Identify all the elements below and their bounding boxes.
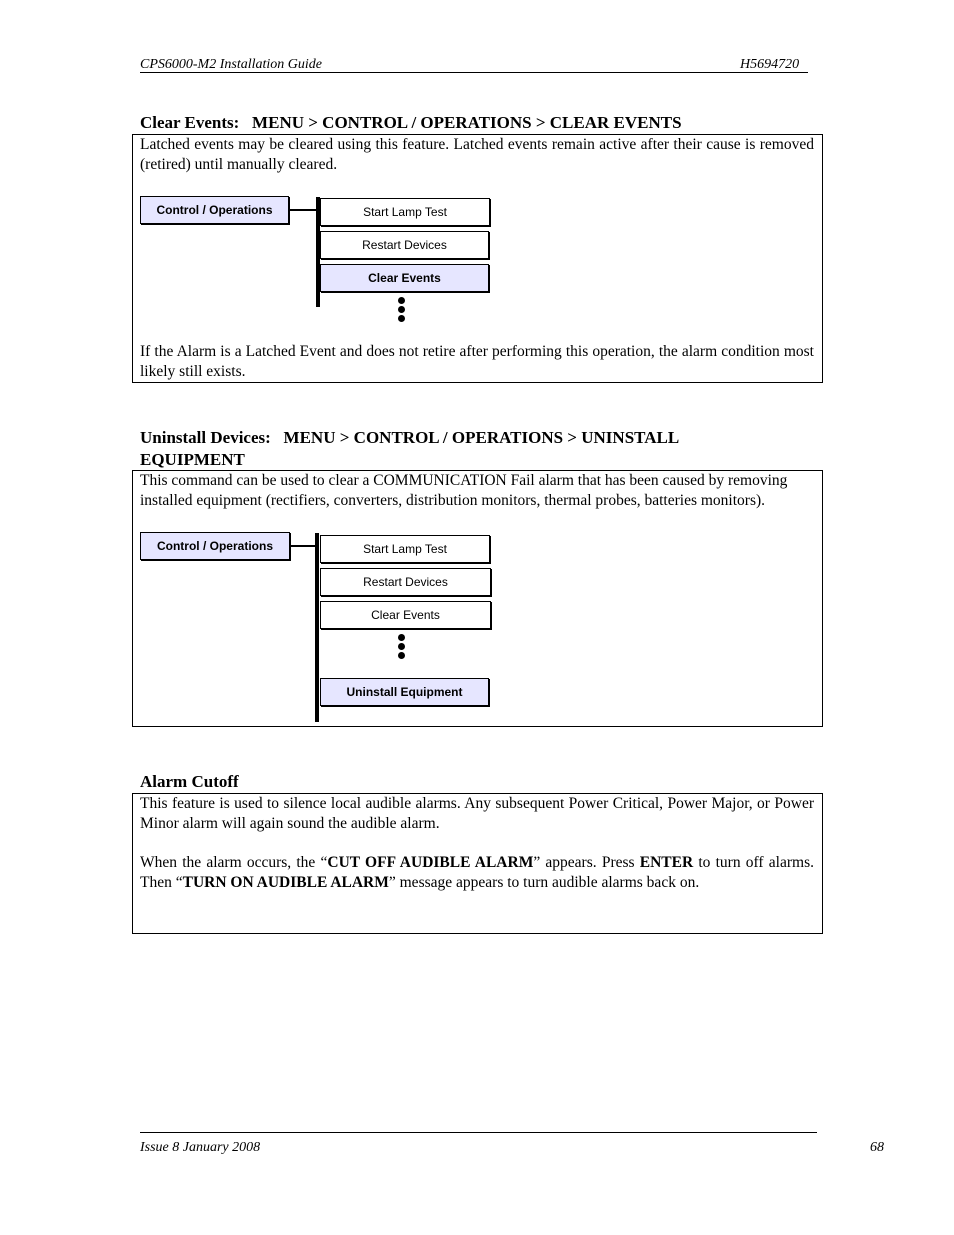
cut-off-audible-alarm-text: CUT OFF AUDIBLE ALARM	[327, 854, 534, 871]
menu-item-clear-events: Clear Events	[320, 264, 489, 292]
ellipsis-dot	[398, 297, 405, 304]
clear-events-intro: Latched events may be cleared using this feature. Latched events remain active after their cause is removed (retired) until manually cleared.	[140, 136, 814, 173]
menu-connector	[290, 545, 318, 547]
enter-key-text: ENTER	[639, 854, 694, 871]
menu-connector	[289, 209, 319, 211]
clear-events-outro: If the Alarm is a Latched Event and does not retire after performing this operation, the alarm condition most likely still exists.	[140, 343, 814, 380]
page-number: 68	[870, 1140, 884, 1155]
alarm-cutoff-para2	[140, 853, 814, 893]
alarm-cutoff-heading: Alarm Cutoff	[140, 772, 239, 791]
header-rule	[140, 72, 808, 73]
footer-rule	[140, 1132, 817, 1133]
uninstall-heading-line1: Uninstall Devices: MENU > CONTROL / OPERATIONS > UNINSTALL	[140, 428, 680, 447]
text-run: to turn off alarms. Then “	[140, 854, 814, 891]
menu-item-clear-events: Clear Events	[320, 601, 491, 629]
clear-events-heading: Clear Events: MENU > CONTROL / OPERATIONS > CLEAR EVENTS	[140, 113, 682, 132]
header-title: CPS6000-M2 Installation Guide	[140, 57, 322, 72]
control-operations-root: Control / Operations	[140, 196, 289, 224]
turn-on-audible-alarm-text: TURN ON AUDIBLE ALARM	[182, 874, 389, 891]
ellipsis-dot	[398, 306, 405, 313]
menu-item-uninstall-equipment: Uninstall Equipment	[320, 678, 489, 706]
uninstall-heading-line2: EQUIPMENT	[140, 450, 245, 469]
ellipsis-dot	[398, 652, 405, 659]
menu-item-start-lamp-test: Start Lamp Test	[320, 535, 490, 563]
ellipsis-dot	[398, 634, 405, 641]
ellipsis-dot	[398, 643, 405, 650]
header-doc-number: H5694720	[740, 57, 800, 72]
ellipsis-dot	[398, 315, 405, 322]
text-run: When the alarm occurs, the “	[140, 854, 328, 871]
menu-item-restart-devices: Restart Devices	[320, 568, 491, 596]
footer-issue: Issue 8 January 2008	[140, 1140, 261, 1155]
text-run: ” appears. Press	[533, 854, 640, 871]
menu-item-start-lamp-test: Start Lamp Test	[320, 198, 490, 226]
menu-trunk	[315, 533, 319, 722]
alarm-cutoff-para1: This feature is used to silence local audible alarms. Any subsequent Power Critical, Power Major, or Power Minor alarm will again sound the audible alarm.	[140, 795, 814, 832]
text-run: ” message appears to turn audible alarms back on.	[388, 874, 700, 891]
menu-item-restart-devices: Restart Devices	[320, 231, 489, 259]
uninstall-intro: This command can be used to clear a COMMUNICATION Fail alarm that has been caused by removing installed equipment (rectifiers, converters, distribution monitors, thermal probes, batteries monitors).	[140, 472, 788, 509]
control-operations-root: Control / Operations	[140, 532, 290, 560]
